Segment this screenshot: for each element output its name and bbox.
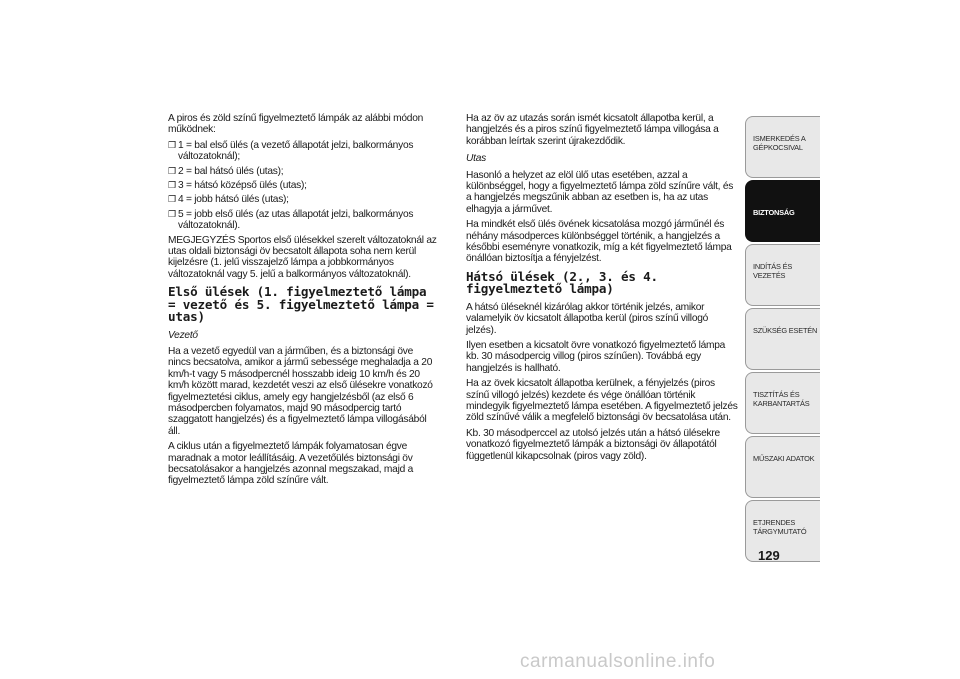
tab-starting-driving[interactable]: INDÍTÁS ÉS VEZETÉS [745, 244, 820, 306]
checkbox-icon: ❒ [168, 194, 176, 205]
checkbox-icon: ❒ [168, 208, 176, 219]
tab-technical-data[interactable]: MŰSZAKI ADATOK [745, 436, 820, 498]
list-item: ❒ 1 = bal első ülés (a vezető állapotát jelzi, balkormányos változatoknál); [168, 139, 414, 163]
tab-maintenance[interactable]: TISZTÍTÁS ÉS KARBANTARTÁS [745, 372, 820, 434]
note-paragraph: MEGJEGYZÉS Sportos első ülésekkel szerelt változatoknál az utas oldali biztonsági öv becsatolt állapota soha nem kerül kijelzésre (1. jelű visszajelző lámpa a jobbkormányos változatoknál vagy 5. jelű a balkormányos változatoknál). [168, 234, 437, 280]
checkbox-icon: ❒ [168, 139, 176, 150]
tab-safety[interactable]: BIZTONSÁG [745, 180, 820, 242]
paragraph: Ha az övek kicsatolt állapotba kerülnek, a fényjelzés (piros színű villogó jelzés) kezdete és vége önállóan történik mindegyik figyelmeztető lámpa esetében. A figyelmeztető jelzés zöld színűvé válik a megfelelő biztonsági öv becsatolása után. [466, 378, 738, 424]
left-column [168, 113, 438, 491]
checkbox-icon: ❒ [168, 180, 176, 191]
intro-paragraph: A piros és zöld színű figyelmeztető lámpák az alábbi módon működnek: [168, 113, 424, 136]
list-item: ❒ 3 = hátsó középső ülés (utas); [168, 180, 307, 192]
section-heading-rear-seats: Hátsó ülések (2., 3. és 4. figyelmeztető lámpa) [466, 268, 658, 297]
tab-emergency[interactable]: SZÜKSÉG ESETÉN [745, 308, 820, 370]
page-number: 129 [758, 548, 780, 563]
tab-getting-to-know[interactable]: ISMERKEDÉS A GÉPKOCSIVAL [745, 116, 820, 178]
right-column [466, 113, 738, 466]
paragraph: Ilyen esetben a kicsatolt övre vonatkozó figyelmeztető lámpa kb. 30 másodpercig villog (piros színűen). Továbbá egy hangjelzés is hallható. [466, 339, 726, 374]
list-item: ❒ 2 = bal hátsó ülés (utas); [168, 165, 284, 177]
paragraph: A ciklus után a figyelmeztető lámpák folyamatosan égve maradnak a motor leállításáig. A vezetőülés biztonsági öv becsatolásakor a hangjelzés azonnal megszakad, majd a figyelmeztető lámpa zöld színűre vált. [168, 441, 413, 487]
paragraph: Ha a vezető egyedül van a járműben, és a biztonsági öve nincs becsatolva, amikor a jármű sebessége meghaladja a 20 km/h-t vagy 5 másodpercnél hosszabb ideig 10 km/h és 20 km/h között marad, kezdetét veszi az első ülésekre vonatkozó figyelmeztetési ciklus, amely egy hangjelzésből (az első 6 másodpercben folyamatos, majd 90 másodpercig tartó szaggatott hangjelzés) és a figyelmeztető lámpa villogásából áll. [168, 345, 433, 437]
paragraph: Ha mindkét első ülés övének kicsatolása mozgó járműnél és néhány másodperces különbséggel történik, a hangjelzés a későbbi eseményre vonatkozik, míg a két figyelmeztető lámpa önállóan biztosítja a fényjelzést. [466, 219, 732, 265]
subheading-driver: Vezető [168, 329, 198, 341]
section-heading-front-seats: Első ülések (1. figyelmeztető lámpa = vezető és 5. figyelmeztető lámpa = utas) [168, 284, 434, 325]
paragraph: Ha az öv az utazás során ismét kicsatolt állapotba kerül, a hangjelzés és a piros színű figyelmeztető lámpa villogása a korábban leírtak szerint újrakezdődik. [466, 113, 719, 147]
paragraph: A hátsó üléseknél kizárólag akkor történik jelzés, amikor valamelyik öv kicsatolt állapotba kerül (piros színű villogó jelzés). [466, 301, 709, 336]
list-item: ❒ 4 = jobb hátsó ülés (utas); [168, 194, 289, 206]
watermark: carmanualsonline.info [520, 651, 716, 672]
checkbox-icon: ❒ [168, 165, 176, 176]
subheading-passenger: Utas [466, 153, 486, 165]
paragraph: Kb. 30 másodperccel az utolsó jelzés után a hátsó ülésekre vonatkozó figyelmeztető lámpák a biztonsági öv állapotától függetlenül kikapcsolnak (piros vagy zöld). [466, 427, 720, 462]
paragraph: Hasonló a helyzet az elöl ülő utas esetében, azzal a különbséggel, hogy a figyelmeztető lámpa zöld színűre vált, és a hangjelzés megszűnik abban az esetben is, ha az utas elhagyja a járművet. [466, 169, 734, 215]
list-item: ❒ 5 = jobb első ülés (az utas állapotát jelzi, balkormányos változatoknál). [168, 208, 414, 232]
chapter-tabs [745, 116, 820, 564]
tab-index[interactable]: ETJRENDES TÁRGYMUTATÓ [745, 500, 820, 562]
